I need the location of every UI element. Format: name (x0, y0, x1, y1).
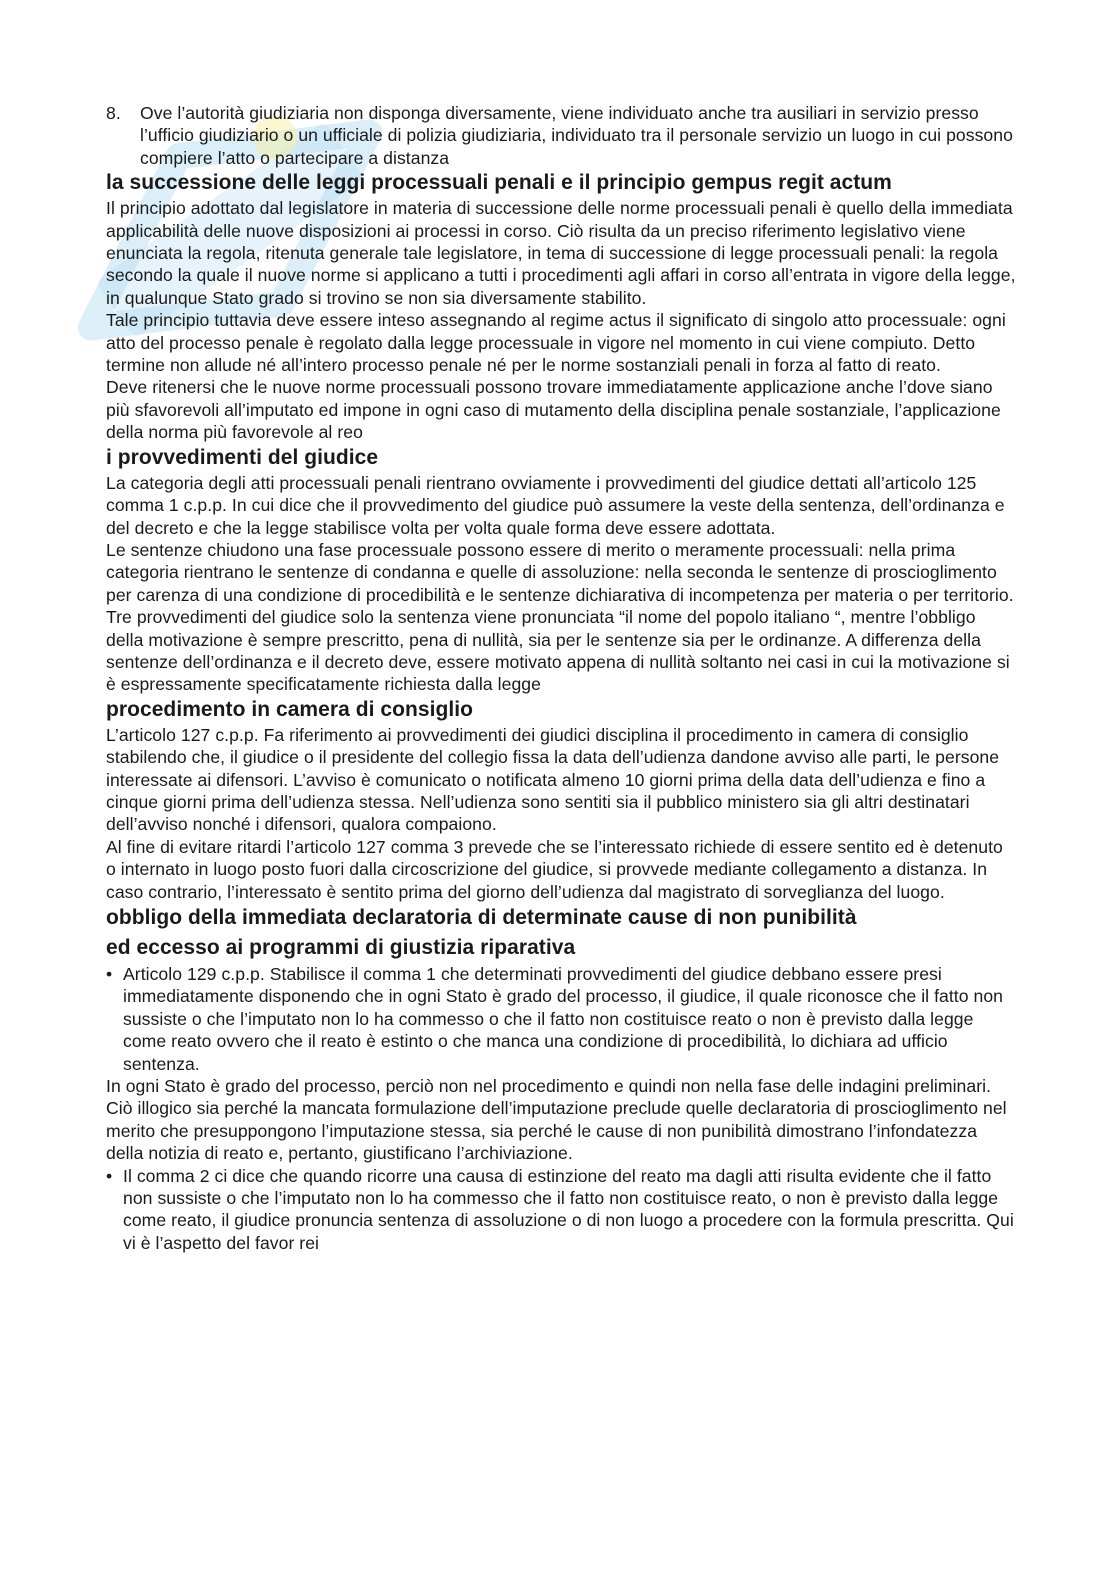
document-page (106, 102, 1016, 1254)
heading-provvedimenti-giudice: i provvedimenti del giudice (106, 445, 379, 469)
bullet-icon: • (106, 964, 113, 984)
paragraph: In ogni Stato è grado del processo, perciò non nel procedimento e quindi non nella fase delle indagini preliminari. (106, 1076, 992, 1097)
item-text: Ove l’autorità giudiziaria non disponga diversamente, viene individuato anche tra ausiliari in servizio presso l’ufficio giudiziario o un ufficiale di polizia giudiziaria, individuato tra il personale servizio un luogo in cui possono compiere l’atto o partecipare a distanza (140, 103, 1013, 168)
heading-declaratoria-line1: obbligo della immediata declaratoria di determinate cause di non punibilità (106, 906, 857, 929)
paragraph: Tale principio tuttavia deve essere inteso assegnando al regime actus il significato di singolo atto processuale: ogni atto del processo penale è regolato dalla legge processuale in vigore nel momento in cui viene compiuto. Detto termine non allude né all’intero processo penale né per le norme sostanziali penali in forza al fatto di reato. (106, 310, 1006, 376)
paragraph: La categoria degli atti processuali penali rientrano ovviamente i provvedimenti del giudice dettati all’articolo 125 comma 1 c.p.p. In cui dice che il provvedimento del giudice può assumere la veste della sentenza, dell’ordinanza e del decreto e che la legge stabilisce volta per volta quale forma deve essere adottata. (106, 472, 1005, 538)
paragraph: Deve ritenersi che le nuove norme processuali possono trovare immediatamente applicazione anche l’dove siano più sfavorevoli all’imputato ed impone in ogni caso di mutamento della disciplina penale sostanziale, l’applicazione della norma più favorevole al reo (106, 377, 1001, 443)
heading-successione-leggi: la successione delle leggi processuali penali e il principio gempus regit actum (106, 171, 892, 195)
paragraph: Il principio adottato dal legislatore in materia di successione delle norme processuali penali è quello della immediata applicabilità delle nuove disposizioni ai processi in corso. Ciò risulta da un preciso riferimento legislativo viene enunciata la regola, ritenuta generale tale legislatore, in tema di successione di legge processuali penali: la regola secondo la quale il nuove norme si applicano a tutti i procedimenti agli affari in corso all’entrata in vigore della legge, in qualunque Stato grado si trovino se non sia diversamente stabilito. (106, 198, 1016, 308)
paragraph: L’articolo 127 c.p.p. Fa riferimento ai provvedimenti dei giudici disciplina il procedimento in camera di consiglio stabilendo che, il giudice o il presidente del collegio fissa la data dell’udienza dandone avviso alle parti, le persone interessate ai difensori. L’avviso è comunicato o notificata almeno 10 giorni prima della data dell’udienza e fino a cinque giorni prima dell’udienza stessa. Nell’udienza sono sentiti sia il pubblico ministero sia gli altri destinatari dell’avviso nonché i difensori, qualora compaiono. (106, 724, 1000, 835)
paragraph: Le sentenze chiudono una fase processuale possono essere di merito o meramente processuali: nella prima categoria rientrano le sentenze di condanna e quelle di assoluzione: nella seconda le sentenze di proscioglimento per carenza di una condizione di procedibilità e le sentenze dichiarativa di incompetenza per materia o per territorio. (106, 539, 1014, 605)
bullet-item (106, 1165, 1016, 1255)
paragraph: Al fine di evitare ritardi l’articolo 127 comma 3 prevede che se l’interessato richiede di essere sentito ed è detenuto o internato in luogo posto fuori dalla circoscrizione del giudice, si provvede mediante collegamento a distanza. In caso contrario, l’interessato è sentito prima del giorno dell’udienza dal magistrato di sorveglianza del luogo. (106, 836, 1003, 902)
heading-camera-di-consiglio: procedimento in camera di consiglio (106, 697, 473, 721)
item-number: 8. (106, 103, 121, 123)
paragraph: Ciò illogico sia perché la mancata formulazione dell’imputazione preclude quelle declaratoria di proscioglimento nel merito che presuppongono l’imputazione stessa, sia perché le cause di non punibilità dimostrano l’infondatezza della notizia di reato e, pertanto, giustificano l’archiviazione. (106, 1098, 1007, 1164)
numbered-item-8 (106, 102, 1016, 169)
paragraph: Tre provvedimenti del giudice solo la sentenza viene pronunciata “il nome del popolo italiano “, mentre l’obbligo della motivazione è sempre prescritto, pena di nullità, sia per le sentenze sia per le ordinanze. A differenza della sentenze dell’ordinanza e il decreto deve, essere motivato appena di nullità soltanto nei casi in cui la motivazione si è espressamente specificatamente richiesta dalla legge (106, 607, 1010, 695)
bullet-text: Articolo 129 c.p.p. Stabilisce il comma 1 che determinati provvedimenti del giudice debbano essere presi immediatamente disponendo che in ogni Stato è grado del processo, il giudice, il quale riconosce che il fatto non sussiste o che l’imputato non lo ha commesso o che il fatto non costituisce reato o non è previsto dalla legge come reato ovvero che il reato è estinto o che manca una condizione di procedibilità, lo dichiara ad ufficio sentenza. (123, 964, 1004, 1074)
bullet-icon: • (106, 1165, 113, 1186)
heading-declaratoria-line2: ed eccesso ai programmi di giustizia riparativa (106, 936, 576, 959)
bullet-item (106, 963, 1016, 1075)
bullet-text: Il comma 2 ci dice che quando ricorre una causa di estinzione del reato ma dagli atti risulta evidente che il fatto non sussiste o che l’imputato non lo ha commesso che il fatto non costituisce reato, o non è previsto dalla legge come reato, il giudice pronuncia sentenza di assoluzione o di non luogo a procedere con la formula prescritta. Qui vi è l’aspetto del favor rei (123, 1165, 1014, 1253)
